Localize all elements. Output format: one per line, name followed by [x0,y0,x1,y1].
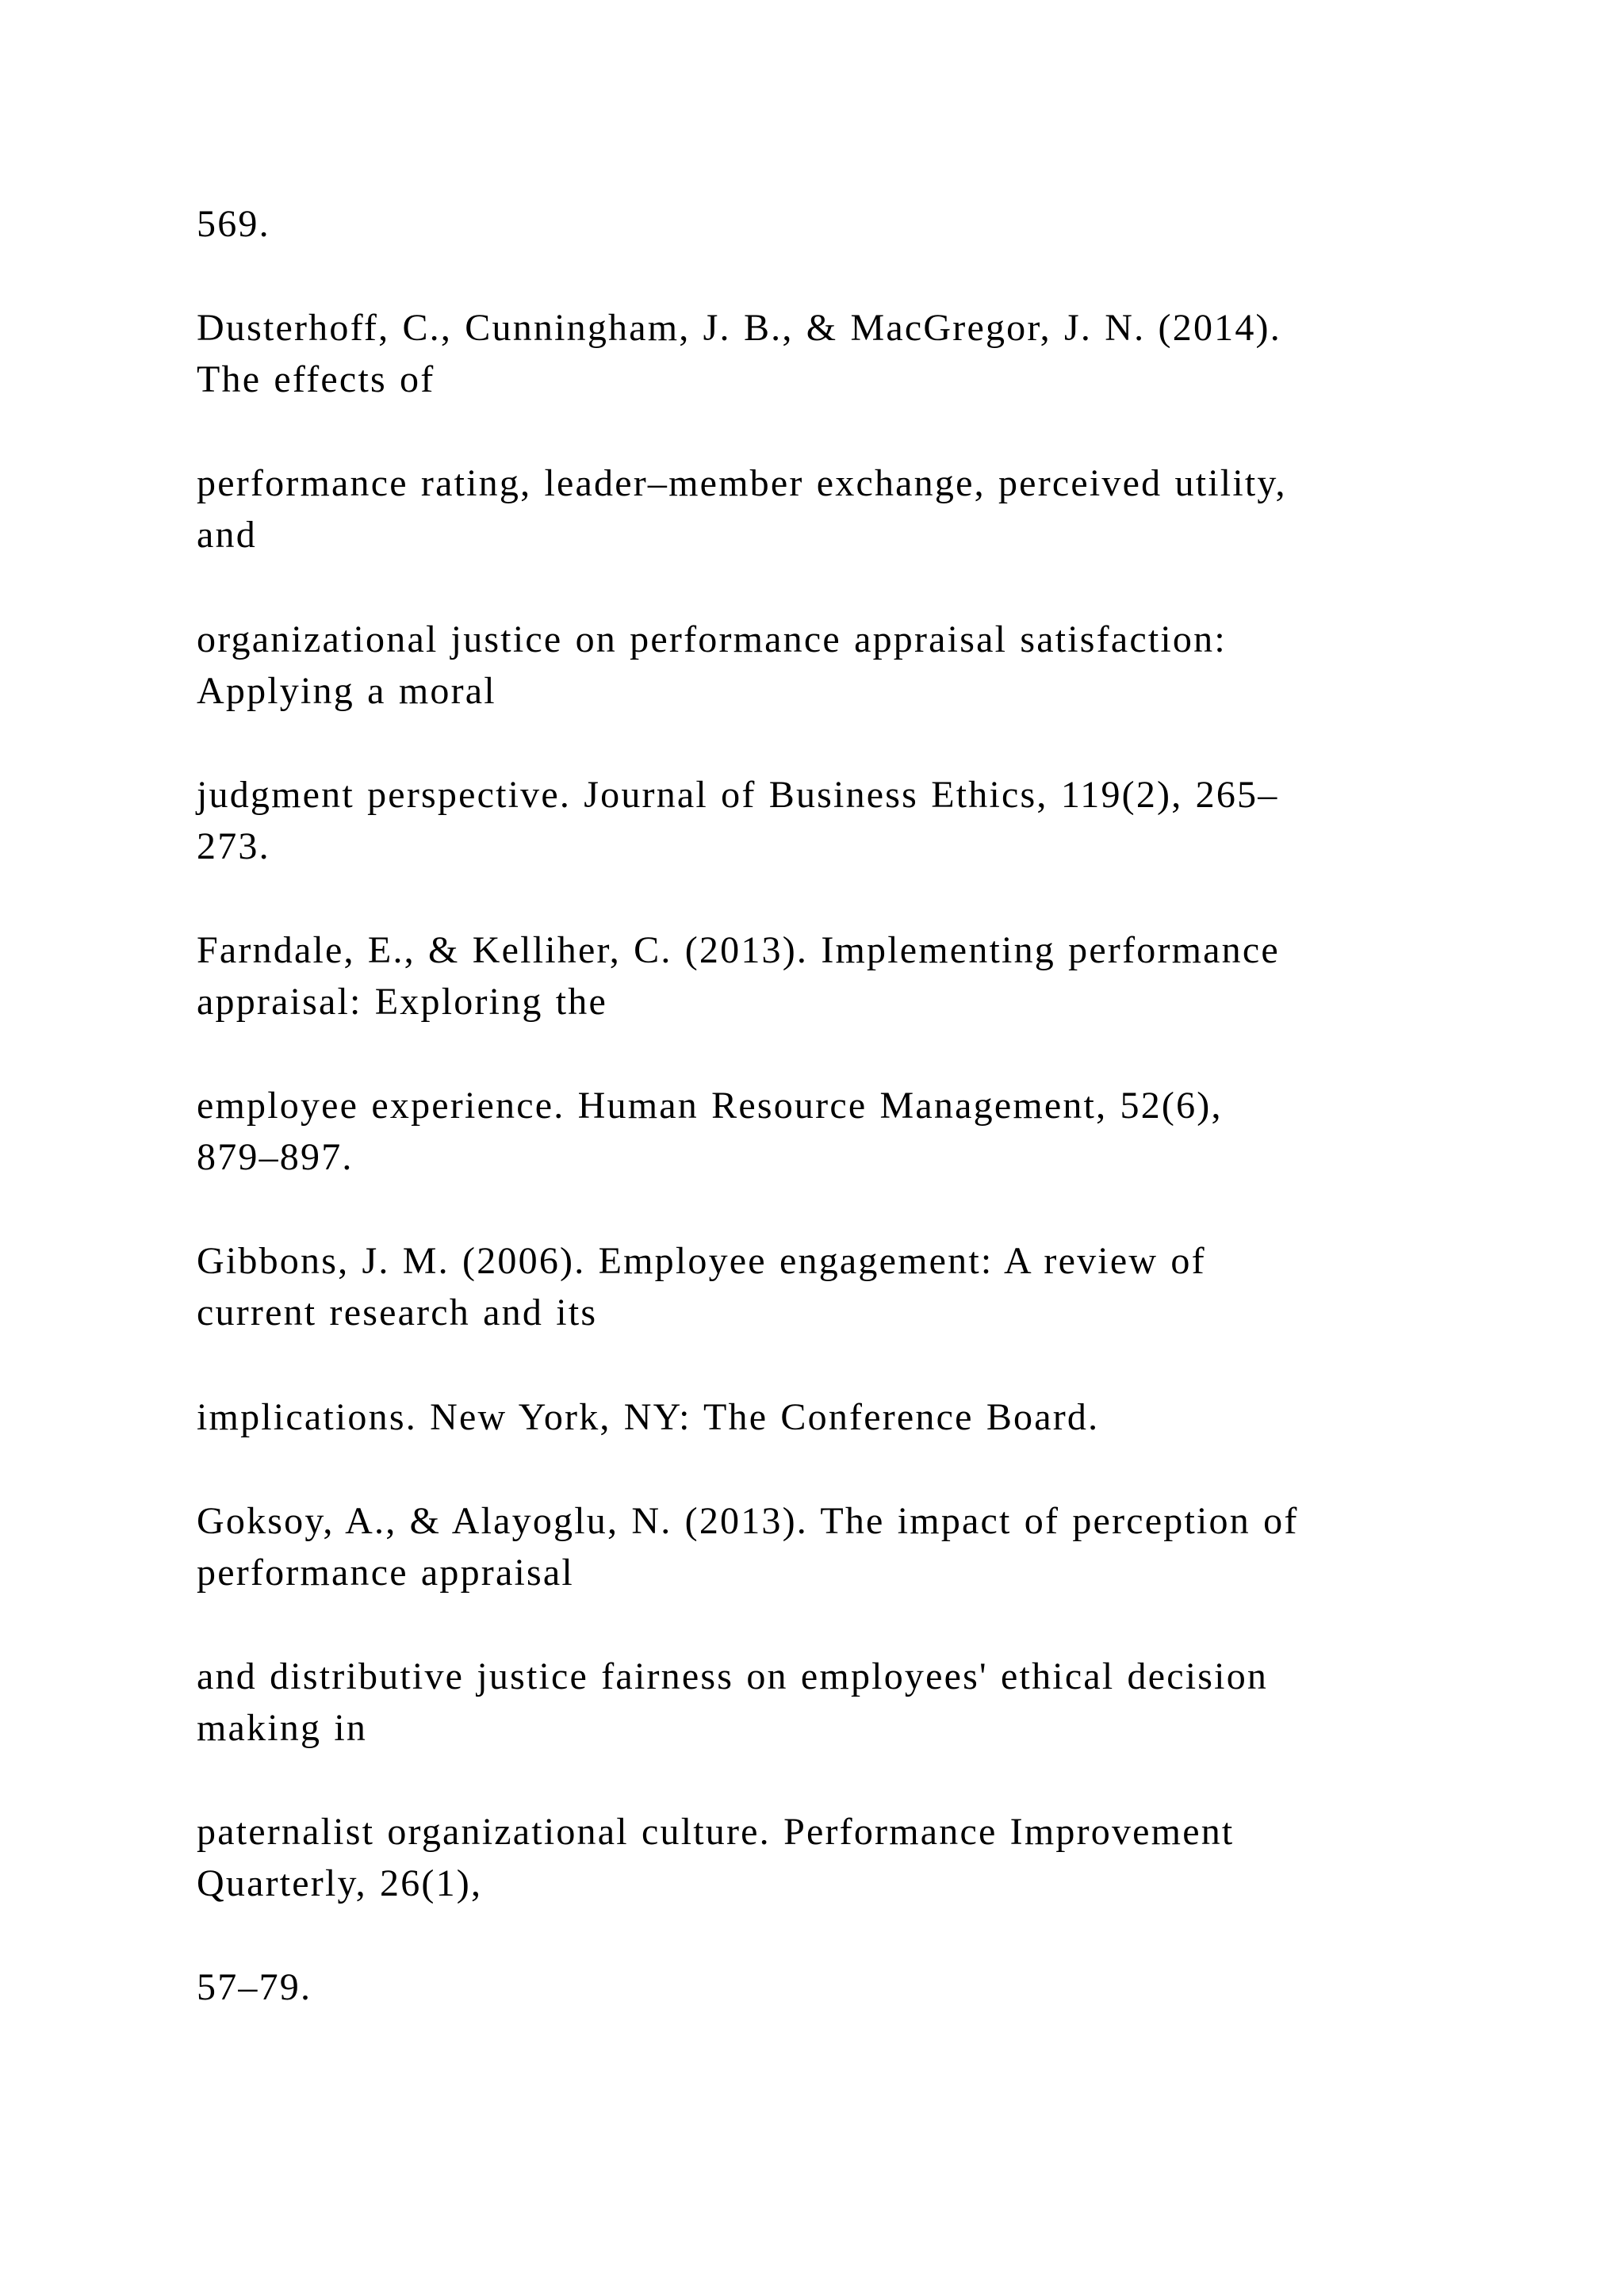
paragraph-reference-goksoy-4 [197,1961,1465,2013]
paragraph-reference-dusterhoff-4 [197,769,1465,872]
paragraph-reference-gibbons-2 [197,1391,1465,1443]
paragraph-reference-goksoy-1 [197,1495,1465,1598]
text-line: performance appraisal [197,1552,574,1594]
text-line: organizational justice on performance appraisal satisfaction: [197,618,1227,660]
paragraph-reference-goksoy-3 [197,1806,1465,1909]
paragraph-page-number-fragment [197,198,1465,250]
paragraph-reference-dusterhoff-2 [197,457,1465,561]
text-line: 57–79. [197,1966,312,2008]
text-line: appraisal: Exploring the [197,981,608,1023]
text-line: making in [197,1707,368,1749]
text-line: 273. [197,825,270,867]
paragraph-reference-farndale-2 [197,1080,1465,1183]
text-line: Gibbons, J. M. (2006). Employee engagement: A review of [197,1240,1206,1282]
paragraph-reference-dusterhoff-1 [197,302,1465,405]
text-line: performance rating, leader–member exchange, perceived utility, [197,462,1287,504]
text-line: and distributive justice fairness on employees' ethical decision [197,1655,1269,1697]
text-line: Dusterhoff, C., Cunningham, J. B., & MacGregor, J. N. (2014). [197,307,1281,349]
text-line: 569. [197,203,270,245]
text-line: Applying a moral [197,670,496,712]
text-line: Quarterly, 26(1), [197,1862,483,1904]
paragraph-reference-gibbons-1 [197,1235,1465,1338]
text-line: employee experience. Human Resource Management, 52(6), [197,1085,1223,1127]
text-line: current research and its [197,1292,598,1334]
text-line: The effects of [197,358,435,400]
paragraph-reference-dusterhoff-3 [197,614,1465,717]
text-line: judgment perspective. Journal of Business Ethics, 119(2), 265– [197,774,1279,816]
text-line: 879–897. [197,1136,354,1178]
text-line: implications. New York, NY: The Conference Board. [197,1396,1100,1438]
text-line: paternalist organizational culture. Performance Improvement [197,1811,1235,1853]
paragraph-reference-goksoy-2 [197,1651,1465,1754]
text-line: and [197,514,257,556]
text-line: Goksoy, A., & Alayoglu, N. (2013). The impact of perception of [197,1500,1299,1542]
text-line: Farndale, E., & Kelliher, C. (2013). Implementing performance [197,929,1280,971]
paragraph-reference-farndale-1 [197,924,1465,1027]
